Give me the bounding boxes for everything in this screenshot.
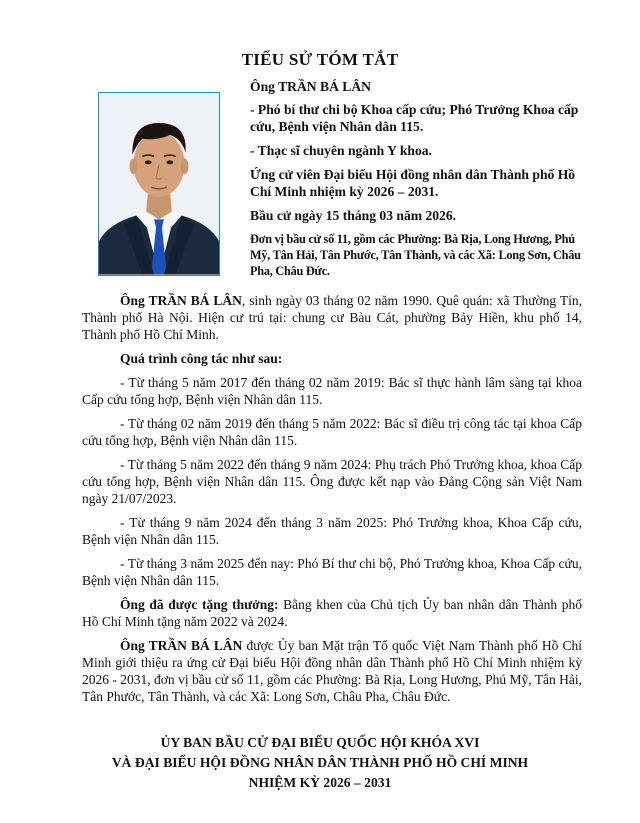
intro-text: , sinh ngày 03 tháng 02 năm 1990. Quê quán: xã Thường Tín, Thành phố Hà Nội. Hiện cư trú tại: chung cư Bàu Cát, phường Bảy Hiền, khu phố 14, Thành phố Hồ Chí Minh. [82,293,583,342]
portrait-photo [98,92,220,276]
awards-label: Ông đã được tặng thưởng: [120,597,279,612]
candidate-role: - Phó bí thư chi bộ Khoa cấp cứu; Phó Trưởng Khoa cấp cứu, Bệnh viện Nhân dân 115. [250,102,579,134]
election-date: Bầu cử ngày 15 tháng 03 năm 2026. [250,208,457,223]
candidate-name: Ông TRẦN BÁ LÂN [250,79,371,94]
awards-text: Bằng khen của Chủ tịch Ủy ban nhân dân Thành phố Hồ Chí Minh tặng năm 2022 và 2024. [82,597,582,629]
intro-paragraph [82,292,582,343]
nomination-paragraph [82,637,582,705]
footer-line: VÀ ĐẠI BIỂU HỘI ĐỒNG NHÂN DÂN THÀNH PHỐ HỒ CHÍ MINH [111,755,529,770]
career-item: - Từ tháng 02 năm 2019 đến tháng 5 năm 2022: Bác sĩ điều trị công tác tại khoa Cấp cứu tổng hợp, Bệnh viện Nhân dân 115. [82,416,582,448]
nomination-name: Ông TRẦN BÁ LÂN [120,638,243,653]
candidate-degree: - Thạc sĩ chuyên ngành Y khoa. [250,143,432,158]
career-item: - Từ tháng 3 năm 2025 đến nay: Phó Bí thư chi bộ, Phó Trưởng khoa, Khoa Cấp cứu, Bệnh viện Nhân dân 115. [82,556,582,588]
nomination-text: được Ủy ban Mặt trận Tổ quốc Việt Nam Thành phố Hồ Chí Minh giới thiệu ra ứng cử Đại biểu Hội đồng nhân dân Thành phố Hồ Chí Minh nhiệm kỳ 2026 - 2031, đơn vị bầu cử số 11, gồm các Phường: Bà Rịa, Long Hương, Phú Mỹ, Tân Hải, Tân Phước, Tân Thành, và các Xã: Long Sơn, Châu Pha, Châu Đức. [82,638,582,704]
document-title: TIỂU SỬ TÓM TẮT [241,50,399,69]
candidacy-statement: Ứng cử viên Đại biểu Hội đồng nhân dân Thành phố Hồ Chí Minh nhiệm kỳ 2026 – 2031. [250,167,576,199]
electoral-unit: Đơn vị bầu cử số 11, gồm các Phường: Bà Rịa, Long Hương, Phú Mỹ, Tân Hải, Tân Phước, Tân Thành, và các Xã: Long Sơn, Châu Pha, Châu Đức. [250,232,581,278]
biography-body [82,292,582,712]
career-item: - Từ tháng 9 năm 2024 đến tháng 3 năm 2025: Phó Trưởng khoa, Khoa Cấp cứu, Bệnh viện Nhân dân 115. [82,515,582,547]
footer-line: ỦY BAN BẦU CỬ ĐẠI BIỂU QUỐC HỘI KHÓA XVI [160,735,480,750]
career-item: - Từ tháng 5 năm 2022 đến tháng 9 năm 2024: Phụ trách Phó Trưởng khoa, khoa Cấp cứu tổng hợp, Bệnh viện Nhân dân 115. Ông được kết nạp vào Đảng Cộng sản Việt Nam ngày 21/07/2023. [82,457,582,506]
intro-name: Ông TRẦN BÁ LÂN [120,293,242,308]
footer-line: NHIỆM KỲ 2026 – 2031 [248,775,392,790]
career-item: - Từ tháng 5 năm 2017 đến tháng 02 năm 2019: Bác sĩ thực hành lâm sàng tại khoa Cấp cứu tổng hợp, Bệnh viện Nhân dân 115. [82,375,582,407]
career-heading: Quá trình công tác như sau: [120,351,283,366]
awards-paragraph [82,596,582,630]
issuer-footer [0,733,640,793]
candidate-header [250,78,590,286]
